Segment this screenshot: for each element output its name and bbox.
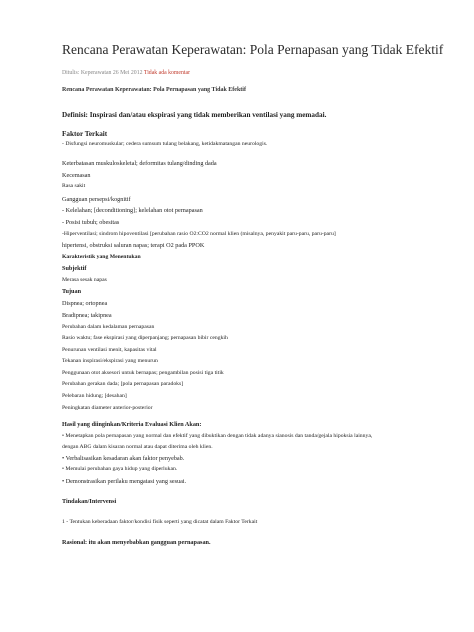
outcome-item: • Memulai perubahan gaya hidup yang diperlukan.: [62, 466, 178, 472]
objective-item: Pelebaran hidung; [desahan]: [62, 393, 127, 399]
objective-item: Tekanan inspirasi/ekspirasi yang menurun: [62, 358, 158, 364]
objective-heading: Tujuan: [62, 288, 82, 295]
related-factor: Kecemasan: [62, 172, 91, 179]
objective-item: Perubahan dalam kedalaman pernapasan: [62, 324, 155, 330]
related-factor: -Hiperventilasi; sindrom hipoventilasi [perubahan rasio O2:CO2 normal klien (misalnya, penyakit paru-paru, paru-paru]: [62, 231, 336, 237]
related-factor: - Disfungsi neuromuskular; cedera sumsum tulang belakang, ketidakmatangan neurologis.: [62, 141, 268, 147]
subjective-heading: Subjektif: [62, 265, 87, 272]
page-title: Rencana Perawatan Keperawatan: Pola Pernapasan yang Tidak Efektif: [62, 42, 444, 57]
rationale: Rasional: itu akan menyebabkan gangguan pernapasan.: [62, 539, 211, 546]
characteristics-heading: Karakteristik yang Menentukan: [62, 254, 141, 260]
intervention-item: 1 - Tentukan keberadaan faktor/kondisi fisik seperti yang dicatat dalam Faktor Terkait: [62, 519, 258, 525]
related-factor: - Posisi tubuh; obesitas: [62, 219, 120, 226]
related-factor: Keterbatasan muskuloskeletal; deformitas tulang/dinding dada: [62, 160, 217, 167]
outcome-item-continued: dengan ABG dalam kisaran normal atau dapat diterima oleh klien.: [62, 444, 213, 450]
objective-item: Dispnea; ortopnea: [62, 300, 108, 307]
subjective-item: Merasa sesak napas: [62, 277, 107, 283]
objective-item: Bradipnea; takipnea: [62, 312, 112, 319]
post-subheading: Rencana Perawatan Keperawatan: Pola Pernapasan yang Tidak Efektif: [62, 87, 246, 93]
objective-item: Penggunaan otot aksesori untuk bernapas; pengambilan posisi tiga titik: [62, 370, 224, 376]
outcome-item: • Verbalisasikan kesadaran akan faktor penyebab.: [62, 455, 185, 462]
related-factor: hipertensi, obstruksi saluran napas; terapi O2 pada PPOK: [62, 242, 205, 249]
related-factor: Gangguan persepsi/kognitif: [62, 196, 131, 203]
related-factor: - Kelelahan; [deconditioning]; kelelahan otot pernapasan: [62, 207, 203, 214]
interventions-heading: Tindakan/Intervensi: [62, 498, 117, 505]
related-factors-heading: Faktor Terkait: [62, 130, 108, 138]
definition: Definisi: Inspirasi dan/atau ekspirasi yang tidak memberikan ventilasi yang memadai.: [62, 111, 327, 119]
objective-item: Rasio waktu; fase ekspirasi yang diperpanjang; pernapasan bibir cengkih: [62, 335, 228, 341]
objective-item: Penurunan ventilasi menit, kapasitas vital: [62, 347, 157, 353]
objective-item: Perubahan gerakan dada; [pola pernapasan paradoks]: [62, 381, 184, 387]
comments-link[interactable]: Tidak ada komentar: [143, 70, 191, 76]
outcome-item: • Demonstrasikan perilaku mengatasi yang sesuai.: [62, 478, 187, 485]
outcome-item: • Menetapkan pola pernapasan yang normal dan efektif yang dibuktikan dengan tidak adanya sianosis dan tanda/gejala hipoksia lainnya,: [62, 433, 373, 439]
post-meta: [62, 70, 190, 76]
related-factor: Rasa sakit: [62, 183, 86, 189]
objective-item: Peningkatan diameter anterior-posterior: [62, 405, 153, 411]
post-date: Ditulis: Keperawatan 26 Mei 2012: [62, 70, 143, 76]
outcomes-heading: Hasil yang diinginkan/Kriteria Evaluasi Klien Akan:: [62, 421, 202, 428]
